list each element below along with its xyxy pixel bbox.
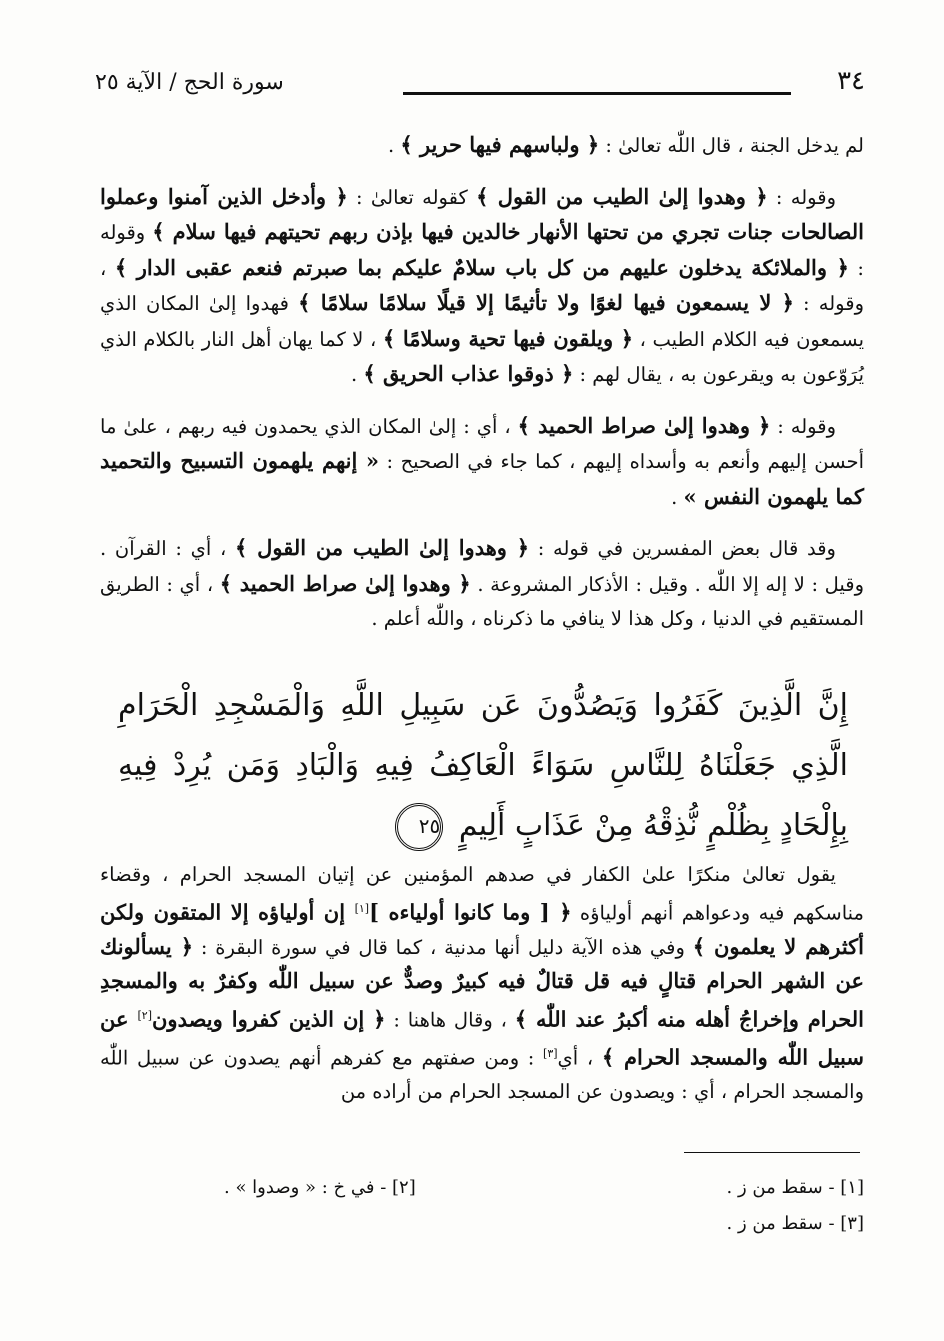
text-run: وقوله :	[770, 414, 836, 438]
text-run: فهدوا إلىٰ المكان الذي يسمعون فيه الكلام الطيب ،	[100, 292, 864, 351]
running-title: سورة الحج / الآية ٢٥	[95, 70, 284, 95]
paragraph	[100, 128, 864, 164]
verse-text: إِنَّ الَّذِينَ كَفَرُوا وَيَصُدُّونَ عَن سَبِيلِ اللَّهِ وَالْمَسْجِدِ الْحَرَامِ الَّذِي جَعَلْنَاهُ لِلنَّاسِ سَوَاءً الْعَاكِفُ فِيهِ وَالْبَادِ وَمَن يُرِدْ فِيهِ بِإِلْحَادٍ بِظُلْمٍ نُّذِقْهُ مِنْ عَذَابٍ أَلِيمٍ	[118, 688, 848, 843]
text-run: وقوله :	[100, 221, 864, 280]
text-run: ، لا كما يهان أهل النار بالكلام الذي يُرَوّعون به ويقرعون به ، يقال لهم :	[100, 327, 864, 386]
text-run: ، أي	[557, 1046, 602, 1069]
text-run: يقول تعالىٰ منكرًا علىٰ الكفار في صدهم المؤمنين عن إتيان المسجد الحرام ، وقضاء مناسكهم فيه ودعواهم أنهم أولياؤه	[100, 863, 864, 924]
quoted-text: ﴿ وأدخل الذين آمنوا وعملوا الصالحات جنات تجري من تحتها الأنهار خالدين فيها بإذن ربهم تحيتهم فيها سلام ﴾	[100, 183, 864, 244]
footnote-rule	[684, 1152, 860, 1153]
footnote-row	[224, 1170, 864, 1206]
text-run: وفي هذه الآية دليل أنها مدنية ، كما قال في سورة البقرة :	[193, 935, 693, 959]
text-run: .	[350, 363, 364, 386]
quoted-text: ﴿ ولباسهم فيها حرير ﴾	[400, 132, 600, 157]
quoted-text: ﴿ ذوقوا عذاب الحريق ﴾	[363, 361, 574, 386]
commentary-body	[100, 128, 864, 653]
footnote-1: [١] - سقط من ز .	[726, 1177, 864, 1198]
footnote-3: [٣] - سقط من ز .	[726, 1213, 864, 1234]
quran-verse	[118, 676, 848, 856]
paragraph	[100, 858, 864, 1108]
text-run: ، وقوله :	[100, 256, 864, 315]
text-run: لم يدخل الجنة ، قال اللّٰه تعالىٰ :	[599, 134, 864, 157]
quoted-text: إن أولياؤه إلا المتقون ولكن أكثرهم لا يعلمون ﴾	[100, 899, 864, 959]
quoted-text: ﴿ يسألونك عن الشهر الحرام قتالٍ فيه قل قتالٌ فيه كبيرٌ وصدٌّ عن سبيل اللّٰه وكفرٌ به والمسجدِ الحرام وإخراجُ أهله منه أكبرُ عند اللّٰه ﴾	[100, 933, 865, 1031]
quoted-text: ﴿ وهدوا إلىٰ صراط الحميد ﴾	[517, 412, 771, 438]
paragraph	[100, 409, 864, 516]
quoted-text: ﴿ وهدوا إلىٰ الطيب من القول ﴾	[234, 535, 530, 560]
text-run: وقد قال بعض المفسرين في قوله :	[529, 537, 836, 560]
footnote-row	[224, 1206, 864, 1242]
quoted-text: ﴿ ويلقون فيها تحية وسلامًا ﴾	[382, 325, 634, 351]
page-number: ٣٤	[837, 66, 865, 96]
header-rule	[403, 92, 791, 95]
footnote-2: [٢] - في خ : « وصدوا » .	[224, 1177, 416, 1198]
quoted-text: ﴿ وهدوا إلىٰ الطيب من القول ﴾	[476, 183, 768, 209]
tafsir-paragraph	[100, 858, 864, 1108]
text-run: كقوله تعالىٰ :	[347, 185, 477, 209]
quoted-text: عن سبيل اللّٰه والمسجد الحرام ﴾	[100, 1006, 864, 1069]
quoted-text: ﴿ لا يسمعون فيها لغوًا ولا تأثيمًا إلا قيلًا سلامًا سلامًا ﴾	[298, 290, 794, 315]
text-run: ، أي : القرآن . وقيل : لا إله إلا اللّٰه . وقيل : الأذكار المشروعة .	[100, 537, 864, 596]
footnote-ref: [٣]	[543, 1046, 558, 1060]
text-run: .	[671, 485, 684, 509]
quoted-text: ﴿ إن الذين كفروا ويصدون	[152, 1006, 386, 1031]
footnote-ref: [٢]	[137, 1008, 152, 1022]
text-run: .	[387, 134, 401, 157]
quoted-text: ﴿ [ وما كانوا أولياءه ]	[369, 899, 572, 924]
text-run: ، أي : الطريق المستقيم في الدنيا ، وكل هذا لا ينافي ما ذكرناه ، واللّٰه أعلم .	[100, 572, 864, 630]
footnotes	[224, 1170, 864, 1242]
text-run: وقوله :	[767, 185, 836, 209]
ayah-number-marker: ٢٥	[395, 803, 443, 851]
paragraph	[100, 531, 864, 637]
quoted-text: ﴿ وهدوا إلىٰ صراط الحميد ﴾	[219, 570, 471, 596]
quoted-text: ﴿ والملائكة يدخلون عليهم من كل باب سلامٌ عليكم بما صبرتم فنعم عقبى الدار ﴾	[114, 254, 849, 280]
text-run: : ومن صفتهم مع كفرهم أنهم يصدون عن سبيل اللّٰه والمسجد الحرام ، أي : ويصدون عن المسجد الحرام من أراده من	[100, 1046, 864, 1103]
quoted-text: « إنهم يلهمون التسبيح والتحميد كما يلهمون النفس »	[100, 448, 864, 509]
text-run: ، أي : إلىٰ المكان الذي يحمدون فيه ربهم ، علىٰ ما أحسن إليهم وأنعم به وأسداه إليهم ، كما جاء في الصحيح :	[100, 414, 864, 473]
text-run: ، وقال هاهنا :	[385, 1008, 515, 1031]
footnote-ref: [١]	[354, 901, 370, 915]
page-header	[95, 66, 865, 106]
paragraph	[100, 180, 864, 393]
